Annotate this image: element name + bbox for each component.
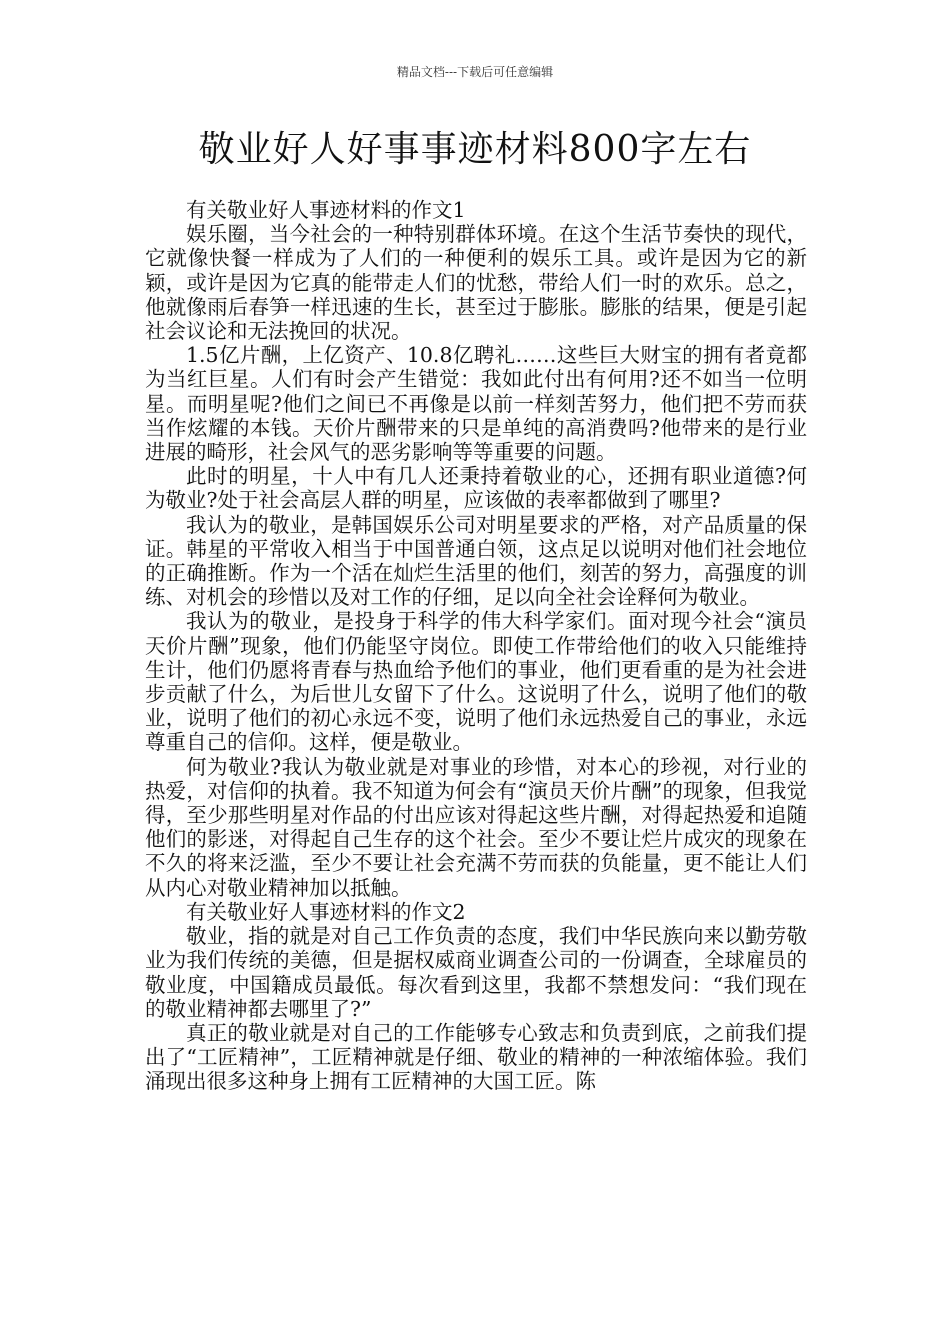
section-heading: 有关敬业好人事迹材料的作文2	[186, 899, 466, 924]
header-note: 精品文档---下载后可任意编辑	[396, 65, 554, 79]
paragraph: 1.5亿片酬，上亿资产、10.8亿聘礼……这些巨大财宝的拥有者竟都为当红巨星。人们有时会产生错觉：我如此付出有何用?还不如当一位明星。而明星呢?他们之间已不再像是以前一样刻苦努力，他们把不劳而获当作炫耀的本钱。天价片酬带来的只是单纯的高消费吗?他带来的是行业进展的畸形，社会风气的恶劣影响等等重要的问题。	[145, 343, 807, 465]
paragraph: 娱乐圈，当今社会的一种特别群体环境。在这个生活节奏快的现代，它就像快餐一样成为了人们的一种便利的娱乐工具。或许是因为它的新颖，或许是因为它真的能带走人们的忧愁，带给人们一时的欢乐。总之，他就像雨后春笋一样迅速的生长，甚至过于膨胀。膨胀的结果，便是引起社会议论和无法挽回的状况。	[145, 222, 807, 344]
paragraph: 此时的明星，十人中有几人还秉持着敬业的心，还拥有职业道德?何为敬业?处于社会高层人群的明星，应该做的表率都做到了哪里?	[145, 464, 807, 513]
document-title: 敬业好人好事事迹材料800字左右	[198, 129, 752, 170]
section-heading: 有关敬业好人事迹材料的作文1	[186, 198, 466, 222]
paragraph: 我认为的敬业，是韩国娱乐公司对明星要求的严格，对产品质量的保证。韩星的平常收入相当于中国普通白领，这点足以说明对他们社会地位的正确推断。作为一个活在灿烂生活里的他们，刻苦的努力，高强度的训练、对机会的珍惜以及对工作的仔细，足以向全社会诠释何为敬业。	[145, 512, 807, 610]
paragraph: 我认为的敬业，是投身于科学的伟大科学家们。面对现今社会“演员天价片酬”现象，他们仍能坚守岗位。即使工作带给他们的收入只能维持生计，他们仍愿将青春与热血给予他们的事业，他们更看重的是为社会进步贡献了什么，为后世儿女留下了什么。这说明了什么，说明了他们的敬业，说明了他们的初心永远不变，说明了他们永远热爱自己的事业，永远尊重自己的信仰。这样，便是敬业。	[145, 609, 807, 755]
paragraph: 真正的敬业就是对自己的工作能够专心致志和负责到底，之前我们提出了“工匠精神”，工匠精神就是仔细、敬业的精神的一种浓缩体验。我们涌现出很多这种身上拥有工匠精神的大国工匠。陈	[145, 1020, 807, 1094]
paragraph: 何为敬业?我认为敬业就是对事业的珍惜，对本心的珍视，对行业的热爱，对信仰的执着。我不知道为何会有“演员天价片酬”的现象，但我觉得，至少那些明星对作品的付出应该对得起这些片酬，对得起热爱和追随他们的影迷，对得起自己生存的这个社会。至少不要让烂片成灾的现象在不久的将来泛滥，至少不要让社会充满不劳而获的负能量，更不能让人们从内心对敬业精神加以抵触。	[145, 754, 807, 900]
paragraph: 敬业，指的就是对自己工作负责的态度，我们中华民族向来以勤劳敬业为我们传统的美德，但是据权威商业调查公司的一份调查，全球雇员的敬业度，中国籍成员最低。每次看到这里，我都不禁想发问：“我们现在的敬业精神都去哪里了?”	[145, 924, 807, 1021]
document-body	[145, 198, 807, 1094]
